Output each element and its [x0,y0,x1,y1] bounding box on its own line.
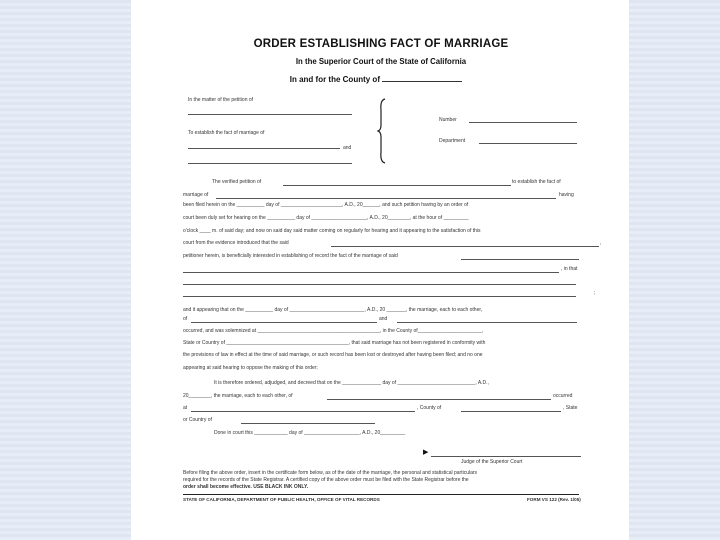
department-line [479,143,577,144]
body-l11b: and [379,316,388,322]
body-l17a: 20________, the marriage, each to each other, of [183,393,293,399]
body-l7: petitioner herein, is beneficially interested in establishing of record the fact of the marriage of said [183,253,398,259]
brace-icon [377,98,391,164]
number-line [469,122,577,123]
footer-agency: STATE OF CALIFORNIA, DEPARTMENT OF PUBLIC HEALTH, OFFICE OF VITAL RECORDS [183,497,380,502]
body-l13: State or Country of ____________________________________________, that said marriage has not been registered in conformity with [183,340,486,346]
number-label: Number [439,117,457,123]
body-l4: court been duly set for hearing on the __________ day of ____________________, A.D., 20________, at the hour of _________ [183,215,469,221]
caption-and: and [343,145,352,151]
body-l1a: The verified petition of [212,179,262,185]
instruction-l1: Before filing the above order, insert in the certificate form below, as of the date of the marriage, the personal and statistical particulars [183,470,478,476]
party-line-2 [188,163,352,164]
judge-signature-label: Judge of the Superior Court [461,459,523,465]
body-l18c: , State [563,405,578,411]
body-l14: the provisions of law in effect at the time of said marriage, or such record has been lost or destroyed after having been filed; and no one [183,352,483,358]
body-l18b: , County of [417,405,442,411]
petitioner-line [188,114,352,115]
county-line: In and for the County of [266,74,486,84]
body-l20: Done in court this ____________ day of ____________________, A.D., 20_________ [214,430,406,436]
body-l10: and it appearing that on the __________ day of ___________________________, A.D., 20 _______, the marriage, each to each other, [183,307,483,313]
body-l16: It is therefore ordered, adjudged, and decreed that on the ______________ day of ____________________________, A.D., [214,380,489,386]
body-l6a: court from the evidence introduced that the said [183,240,289,246]
body-l15: appearing at said hearing to oppose the making of this order; [183,365,318,371]
body-l12: occurred, and was solemnized at ____________________________________________, in the County of_______________________, [183,328,483,334]
instruction-l3: order shall become effective. USE BLACK INK ONLY. [183,484,309,490]
body-l11a: of [183,316,188,322]
party-line-1 [188,148,340,149]
body-l5: o'clock ____ m. of said day; and now on said day said matter coming on regularly for hearing and it appearing to the satisfaction of this [183,228,481,234]
body-l17b: occurred [553,393,573,399]
body-l9: ; [594,290,596,296]
body-l3: been filed herein on the __________ day of ______________________, A.D., 20______, and such petition having by an order of [183,202,469,208]
body-l19: or Country of [183,417,212,423]
court-name: In the Superior Court of the State of California [295,57,467,66]
body-l8: , in that [561,266,578,272]
body-l1b: to establish the fact of [512,179,561,185]
footer-divider [183,494,579,495]
judge-signature-line [431,456,581,457]
document-page [131,0,629,540]
instruction-l2: required for the records of the State Registrar. A certified copy of the above order must be filed with the State Registrar before the [183,477,469,483]
body-l18a: at [183,405,188,411]
body-l2a: marriage of [183,192,209,198]
body-l6b: , [600,240,602,246]
footer-form-number: FORM VS 122 (Rev. 1/05) [527,497,581,502]
caption-establish: To establish the fact of marriage of [188,130,265,136]
sign-here-arrow-icon: ▶ [423,449,429,456]
document-title: ORDER ESTABLISHING FACT OF MARRIAGE [253,38,509,50]
body-l2b: having [559,192,574,198]
department-label: Department [439,138,466,144]
caption-matter: In the matter of the petition of [188,97,254,103]
